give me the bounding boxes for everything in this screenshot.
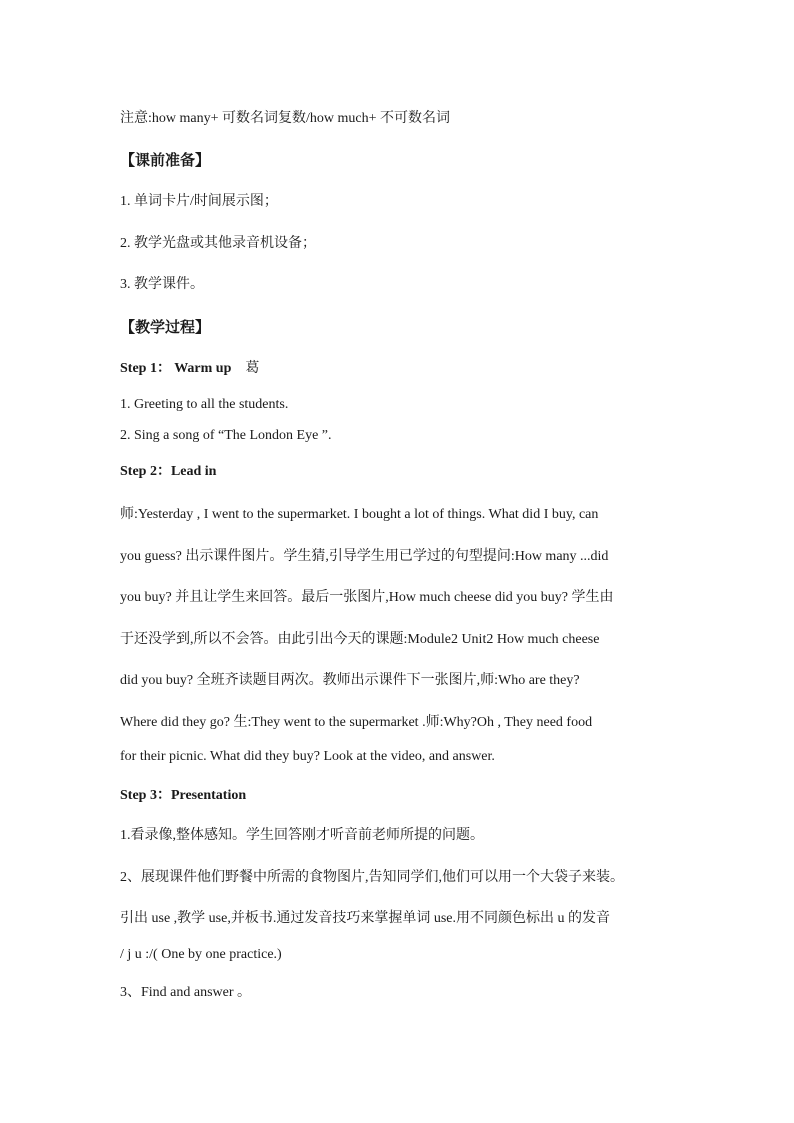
step1-heading bbox=[120, 360, 259, 378]
step2-line: 于还没学到,所以不会答。由此引出今天的课题:Module2 Unit2 How much cheese bbox=[120, 632, 600, 647]
step3-heading: Step 3：Presentation bbox=[120, 788, 247, 803]
step3-line: 引出 use ,教学 use,并板书.通过发音技巧来掌握单词 use.用不同颜色标出 u 的发音 bbox=[120, 911, 610, 926]
step2-line: 师:Yesterday , I went to the supermarket. I bought a lot of things. What did I buy, can bbox=[120, 507, 599, 522]
step3-line: 3、Find and answer 。 bbox=[120, 985, 252, 1000]
note-line: 注意:how many+ 可数名词复数/how much+ 不可数名词 bbox=[120, 111, 450, 126]
step2-line: for their picnic. What did they buy? Look at the video, and answer. bbox=[120, 749, 495, 764]
step1-title: Step 1： Warm up bbox=[120, 361, 232, 376]
step3-line: 2、展现课件他们野餐中所需的食物图片,告知同学们,他们可以用一个大袋子来装。 bbox=[120, 870, 624, 885]
step2-line: you guess? 出示课件图片。学生猜,引导学生用已学过的句型提问:How many ...did bbox=[120, 549, 609, 564]
prep-heading: 【课前准备】 bbox=[120, 151, 211, 169]
step2-heading: Step 2：Lead in bbox=[120, 464, 217, 479]
step1-line: 1. Greeting to all the students. bbox=[120, 397, 289, 412]
step2-line: you buy? 并且让学生来回答。最后一张图片,How much cheese did you buy? 学生由 bbox=[120, 590, 614, 605]
step3-line: / j u :/( One by one practice.) bbox=[120, 947, 282, 962]
step2-line: Where did they go? 生:They went to the supermarket .师:Why?Oh , They need food bbox=[120, 715, 593, 730]
prep-item: 3. 教学课件。 bbox=[120, 277, 204, 292]
step1-extra-char: 葛 bbox=[245, 361, 260, 376]
step2-line: did you buy? 全班齐读题目两次。教师出示课件下一张图片,师:Who are they? bbox=[120, 673, 580, 688]
step1-line: 2. Sing a song of “The London Eye ”. bbox=[120, 428, 332, 443]
step3-line: 1.看录像,整体感知。学生回答刚才听音前老师所提的问题。 bbox=[120, 828, 484, 843]
prep-item: 1. 单词卡片/时间展示图； bbox=[120, 194, 278, 209]
process-heading: 【教学过程】 bbox=[120, 318, 211, 336]
prep-item: 2. 教学光盘或其他录音机设备； bbox=[120, 236, 316, 251]
